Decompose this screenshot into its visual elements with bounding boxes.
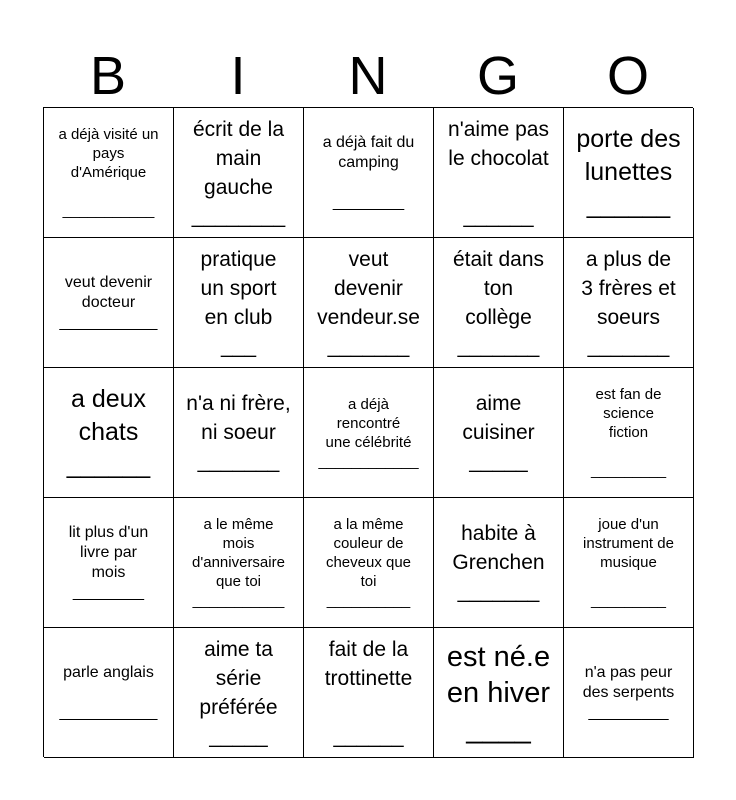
title-letter-o: O	[606, 46, 649, 106]
bingo-cell[interactable]: habite à Grenchen _______	[434, 498, 564, 628]
bingo-cell[interactable]: est né.e en hiver ____	[434, 628, 564, 758]
bingo-cell[interactable]: a la même couleur de cheveux que toi __________	[304, 498, 434, 628]
bingo-cell[interactable]: fait de la trottinette ______	[304, 628, 434, 758]
bingo-cell[interactable]: joue d'un instrument de musique _________	[564, 498, 694, 628]
bingo-cell[interactable]: parle anglais ___________	[44, 628, 174, 758]
bingo-cell[interactable]: a déjà rencontré une célébrité ____________	[304, 368, 434, 498]
bingo-grid	[43, 107, 693, 757]
bingo-cell[interactable]: veut devenir docteur ___________	[44, 238, 174, 368]
bingo-cell[interactable]: a déjà fait du camping ________	[304, 108, 434, 238]
bingo-cell[interactable]: n'a ni frère, ni soeur _______	[174, 368, 304, 498]
title-letter-i: I	[230, 46, 246, 106]
bingo-cell[interactable]: a deux chats ______	[44, 368, 174, 498]
bingo-cell[interactable]: pratique un sport en club ___	[174, 238, 304, 368]
bingo-cell[interactable]: a déjà visité un pays d'Amérique ___________	[44, 108, 174, 238]
bingo-title	[43, 44, 693, 108]
bingo-cell[interactable]: a plus de 3 frères et soeurs _______	[564, 238, 694, 368]
bingo-cell[interactable]: lit plus d'un livre par mois ________	[44, 498, 174, 628]
bingo-cell[interactable]: n'a pas peur des serpents _________	[564, 628, 694, 758]
bingo-cell[interactable]: est fan de science fiction _________	[564, 368, 694, 498]
bingo-cell[interactable]: était dans ton collège _______	[434, 238, 564, 368]
title-letter-g: G	[476, 46, 519, 106]
bingo-cell[interactable]: aime cuisiner _____	[434, 368, 564, 498]
bingo-cell[interactable]: veut devenir vendeur.se _______	[304, 238, 434, 368]
bingo-cell[interactable]: porte des lunettes ______	[564, 108, 694, 238]
bingo-cell[interactable]: n'aime pas le chocolat ______	[434, 108, 564, 238]
title-letter-b: B	[89, 46, 127, 106]
title-letter-n: N	[348, 46, 388, 106]
bingo-cell[interactable]: a le même mois d'anniversaire que toi ___________	[174, 498, 304, 628]
bingo-cell[interactable]: aime ta série préférée _____	[174, 628, 304, 758]
bingo-cell[interactable]: écrit de la main gauche ________	[174, 108, 304, 238]
